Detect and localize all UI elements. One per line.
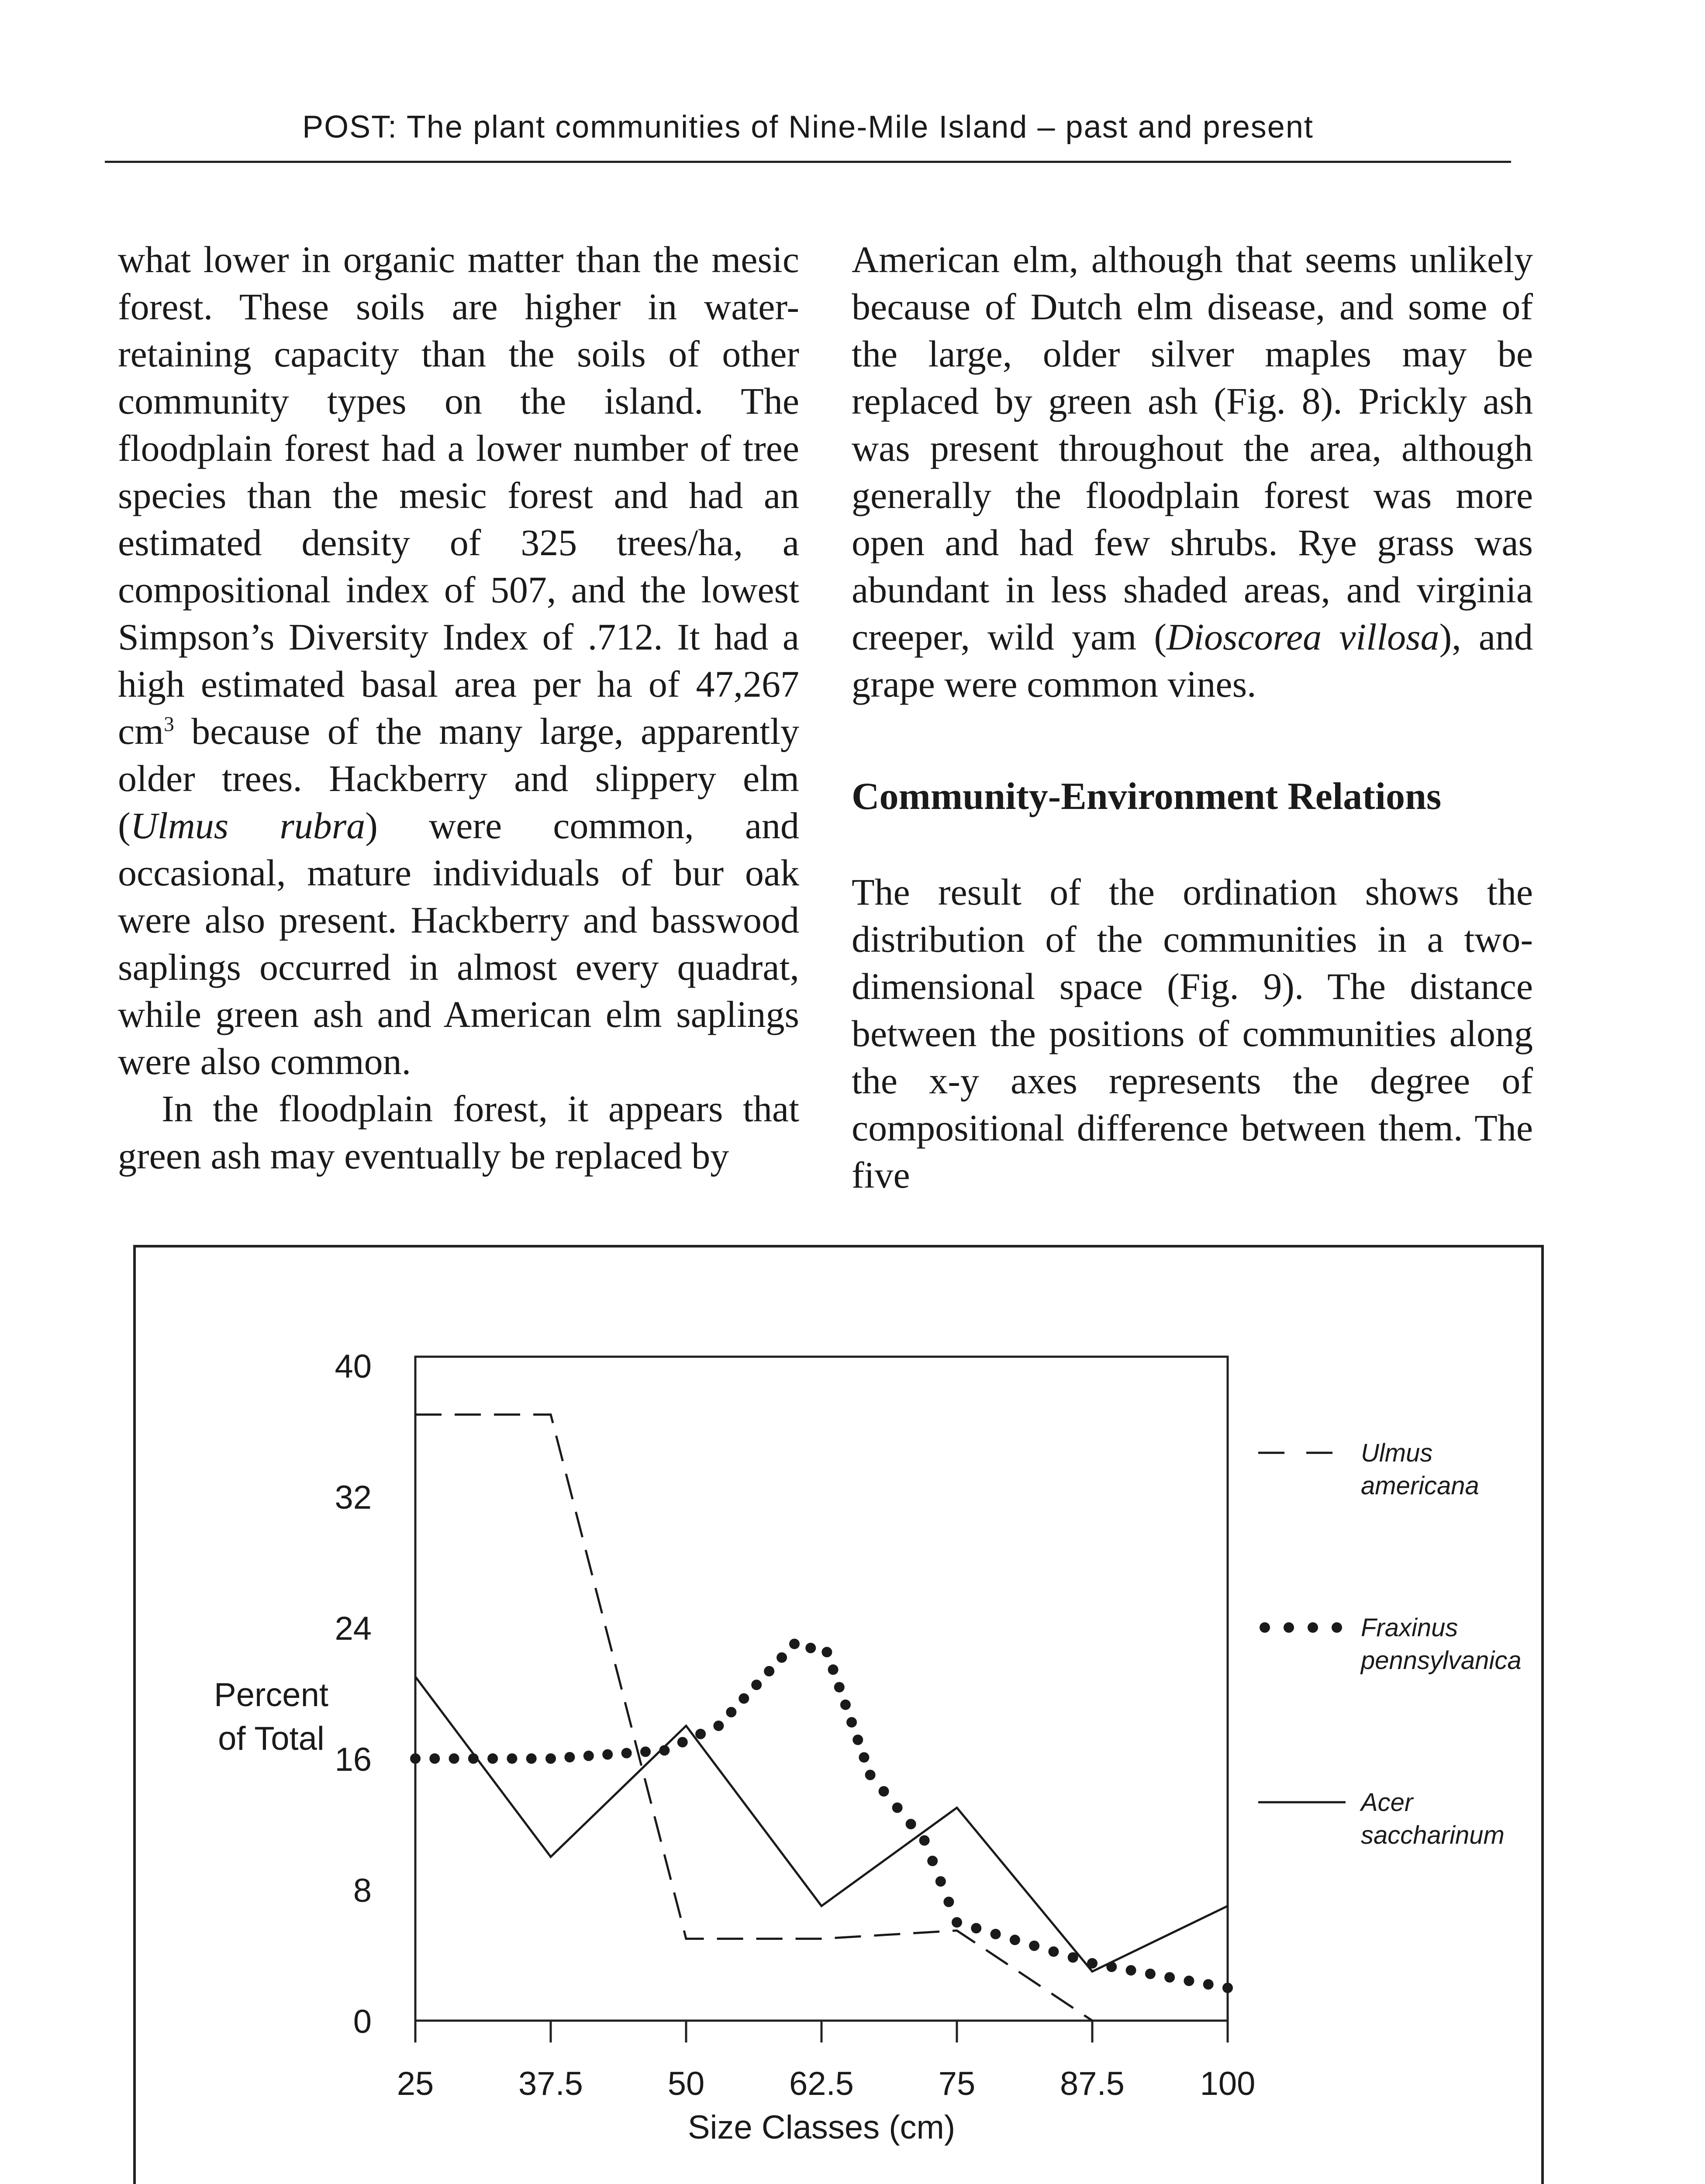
series-line-ulmus-americana [415,1415,1092,2021]
fraxinus-pennsylvanica-dot [410,1753,421,1764]
fraxinus-pennsylvanica-dot [935,1876,946,1887]
right-paragraph-2: The result of the ordination shows the distribution of the communities in a two-dimensional space (Fig. 9). The distance between the positions of communities along the x-y axes represents the degree of compositional difference between them. The five [852,871,1533,1196]
fraxinus-pennsylvanica-dot [852,1735,863,1745]
header-rule [105,161,1511,163]
x-tick-label: 25 [397,2065,434,2102]
fraxinus-pennsylvanica-dot [834,1682,845,1693]
legend-swatch-fraxinus-pennsylvanica [1308,1622,1318,1633]
legend-swatch-fraxinus-pennsylvanica [1332,1622,1342,1633]
y-tick-label: 0 [353,2003,372,2040]
legend-swatch-fraxinus-pennsylvanica [1260,1622,1270,1633]
fraxinus-pennsylvanica-dot [865,1770,876,1780]
fraxinus-pennsylvanica-dot [640,1746,651,1757]
left-paragraph-2: In the floodplain forest, it appears that green ash may eventually be replaced by [118,1088,799,1177]
fraxinus-pennsylvanica-dot [739,1693,749,1704]
series-line-acer-saccharinum [415,1677,1228,1972]
fraxinus-pennsylvanica-dot [1145,1969,1156,1979]
fraxinus-pennsylvanica-dot [429,1753,440,1764]
x-tick-label: 75 [938,2065,976,2102]
y-tick-label: 8 [353,1872,372,1909]
fraxinus-pennsylvanica-dot [726,1707,736,1717]
left-p1-text-b: because of the many large, apparently older trees. Hackberry and slippery elm ( [118,710,799,847]
fraxinus-pennsylvanica-dot [821,1647,832,1657]
legend-label-ulmus-americana: Ulmus [1361,1439,1433,1467]
x-tick-label: 87.5 [1060,2065,1125,2102]
left-p1-superscript: 3 [164,713,174,736]
x-tick-label: 50 [667,2065,705,2102]
fraxinus-pennsylvanica-dot [846,1717,857,1728]
fraxinus-pennsylvanica-dot [1164,1972,1175,1983]
section-heading: Community-Environment Relations [852,775,1442,818]
x-tick-label: 37.5 [518,2065,583,2102]
right-paragraph-1 [852,236,1533,708]
legend-swatch-fraxinus-pennsylvanica [1284,1622,1294,1633]
legend-label-acer-saccharinum-line-2: saccharinum [1361,1821,1505,1849]
fraxinus-pennsylvanica-dot [1029,1941,1039,1951]
fraxinus-pennsylvanica-dot [487,1753,498,1764]
fraxinus-pennsylvanica-dot [777,1652,787,1663]
fraxinus-pennsylvanica-dot [840,1700,851,1710]
fraxinus-pennsylvanica-dot [892,1803,903,1813]
y-tick-label: 40 [335,1348,372,1385]
fraxinus-pennsylvanica-dot [952,1917,962,1928]
fraxinus-pennsylvanica-dot [828,1664,839,1675]
fraxinus-pennsylvanica-dot [789,1639,800,1649]
fraxinus-pennsylvanica-dot [1222,1983,1233,1993]
fraxinus-pennsylvanica-dot [1203,1979,1214,1990]
left-p1-text: what lower in organic matter than the mesic forest. These soils are higher in water-retaining capacity than the soils of other community types on the island. The floodplain forest had a lower number of tree species than the mesic forest and had an estimated density of 325 trees/ha, a compositional index of 507, and the lowest Simpson’s Diversity Index of .712. It had a high estimated basal area per ha of 47,267 cm [118,238,799,752]
fraxinus-pennsylvanica-dot [991,1929,1001,1939]
fraxinus-pennsylvanica-dot [1010,1935,1020,1945]
right-column [852,236,1533,1199]
fraxinus-pennsylvanica-dot [971,1923,981,1933]
fraxinus-pennsylvanica-dot [751,1679,762,1690]
fraxinus-pennsylvanica-dot [943,1897,954,1907]
figure-box [133,1245,1544,2184]
right-p1-italic: Dioscorea villosa [1167,616,1439,658]
x-tick-label: 62.5 [789,2065,854,2102]
y-tick-label: 24 [335,1610,372,1647]
fraxinus-pennsylvanica-dot [927,1856,938,1866]
fraxinus-pennsylvanica-dot [695,1729,706,1739]
fraxinus-pennsylvanica-dot [564,1752,575,1762]
left-paragraph-1 [118,236,799,1085]
y-tick-label: 16 [335,1741,372,1778]
fraxinus-pennsylvanica-dot [1048,1946,1059,1957]
line-chart [136,1248,1546,2184]
fraxinus-pennsylvanica-dot [449,1753,459,1764]
y-axis-label-line-1: Percent [214,1676,328,1714]
plot-frame [415,1357,1228,2021]
left-p1-text-c: ) were common, and occasional, mature individuals of bur oak were also present. Hackberry and basswood saplings occurred in almost every quadrat, while green ash and American elm saplings were also common. [118,805,799,1082]
legend-label-acer-saccharinum: Acer [1361,1788,1413,1817]
fraxinus-pennsylvanica-dot [805,1643,816,1653]
right-p1-text: American elm, although that seems unlikely because of Dutch elm disease, and some of the large, older silver maples may be replaced by green ash (Fig. 8). Prickly ash was present throughout the area, although generally the floodplain forest was more open and had few shrubs. Rye grass was abundant in less shaded areas, and virginia creeper, wild yam ( [852,238,1533,658]
fraxinus-pennsylvanica-dot [764,1666,774,1676]
fraxinus-pennsylvanica-dot [879,1786,889,1797]
fraxinus-pennsylvanica-dot [906,1819,916,1829]
legend-label-fraxinus-pennsylvanica-line-2: pennsylvanica [1361,1646,1522,1675]
fraxinus-pennsylvanica-dot [919,1835,930,1846]
fraxinus-pennsylvanica-dot [1184,1976,1194,1986]
fraxinus-pennsylvanica-dot [507,1753,517,1764]
legend-label-fraxinus-pennsylvanica: Fraxinus [1361,1614,1458,1642]
fraxinus-pennsylvanica-dot [526,1753,537,1764]
fraxinus-pennsylvanica-dot [677,1737,688,1748]
fraxinus-pennsylvanica-dot [713,1721,724,1731]
left-p1-italic: Ulmus rubra [130,805,366,847]
fraxinus-pennsylvanica-dot [583,1751,594,1761]
fraxinus-pennsylvanica-dot [859,1752,869,1762]
right-p1-text-b: ), and grape were common vines. [852,616,1533,705]
left-column [118,236,799,1179]
running-head: POST: The plant communities of Nine-Mile Island – past and present [302,110,1314,145]
fraxinus-pennsylvanica-dot [1126,1965,1136,1976]
y-tick-label: 32 [335,1479,372,1516]
fraxinus-pennsylvanica-dot [545,1753,556,1764]
fraxinus-pennsylvanica-dot [602,1749,613,1760]
y-axis-label-line-2: of Total [218,1720,324,1757]
x-tick-label: 100 [1200,2065,1256,2102]
fraxinus-pennsylvanica-dot [621,1748,632,1759]
x-axis-label: Size Classes (cm) [687,2109,956,2146]
legend-label-ulmus-americana-line-2: americana [1361,1472,1479,1500]
